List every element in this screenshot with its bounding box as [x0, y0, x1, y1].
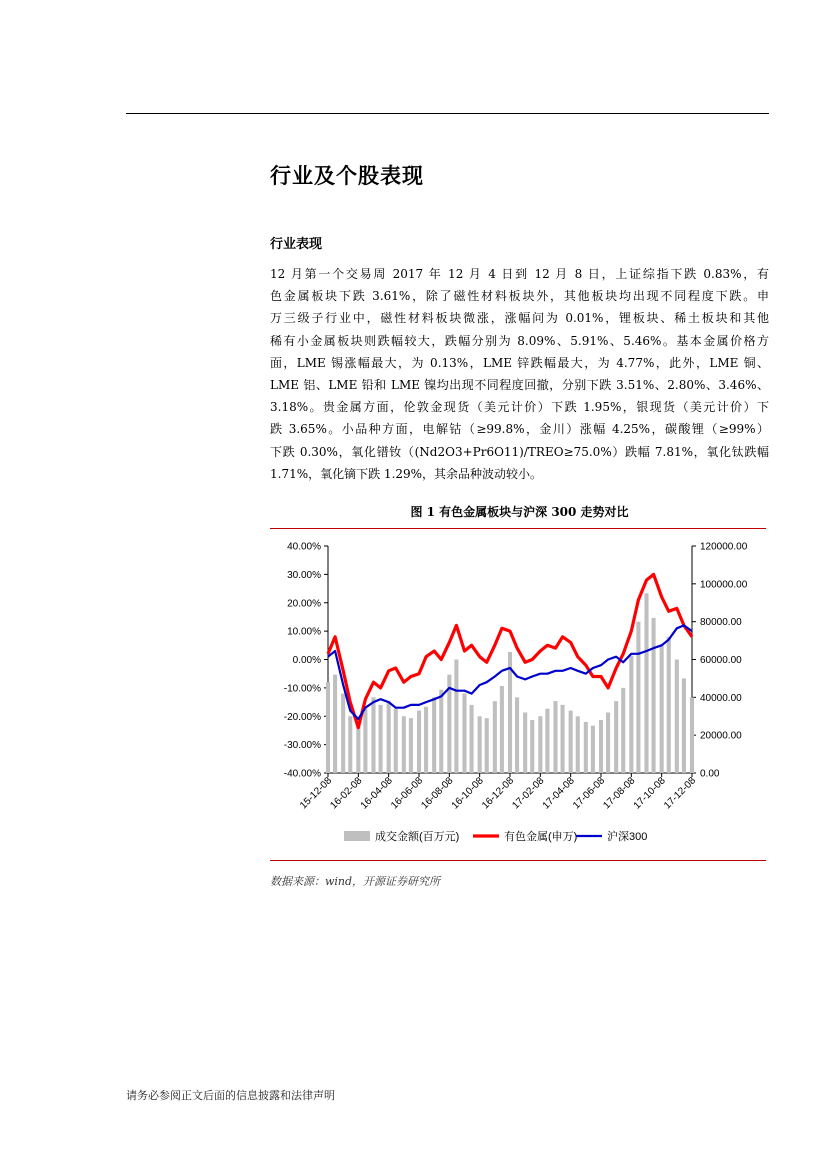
volume-bar — [478, 716, 482, 773]
volume-bar — [652, 618, 656, 773]
volume-bar — [591, 726, 595, 773]
volume-bar — [675, 660, 679, 774]
volume-bar — [667, 637, 671, 773]
y-right-tick-label: 20000.00 — [700, 730, 742, 742]
volume-bar — [538, 716, 542, 773]
volume-bar — [636, 622, 640, 773]
volume-bar — [515, 697, 519, 773]
paragraph-line: 3.18%。贵金属方面，伦敦金现货（美元计价）下跌 1.95%，银现货（美元计价）下 — [270, 400, 769, 415]
y-left-tick-label: -40.00% — [283, 768, 321, 780]
y-right-tick-label: 120000.00 — [700, 541, 748, 553]
volume-bar — [523, 712, 527, 773]
paragraph-line: 1.71%，氧化镝下跌 1.29%，其余品种波动较小。 — [270, 466, 543, 481]
volume-bar — [432, 697, 436, 773]
legend-swatch-volume — [344, 831, 370, 841]
x-tick-label: 15-12-08 — [298, 775, 335, 812]
header-rule — [126, 113, 769, 114]
paragraph-line: 色金属板块下跌 3.61%，除了磁性材料板块外，其他板块均出现不同程度下跌。申 — [270, 289, 769, 304]
legend-label: 成交金额(百万元) — [375, 831, 460, 843]
y-left-tick-label: -20.00% — [283, 711, 321, 723]
volume-bar — [584, 722, 588, 773]
volume-bar — [561, 705, 565, 773]
y-right-tick-label: 40000.00 — [700, 692, 742, 704]
volume-bar — [402, 716, 406, 773]
volume-bar — [599, 720, 603, 773]
volume-bar — [439, 690, 443, 773]
volume-bar — [387, 701, 391, 773]
x-tick-label: 16-10-08 — [449, 775, 486, 812]
y-left-tick-label: 20.00% — [287, 598, 321, 610]
volume-bar — [424, 707, 428, 773]
legend-label: 有色金属(申万) — [504, 831, 578, 843]
paragraph-line: LME 铝、LME 铅和 LME 镍均出现不同程度回撤，分别下跌 3.51%、2.80%、3.46%、 — [270, 378, 769, 393]
volume-bar — [553, 701, 557, 773]
y-left-tick-label: 10.00% — [287, 626, 321, 638]
x-tick-label: 17-08-08 — [601, 775, 638, 812]
y-right-tick-label: 80000.00 — [700, 617, 742, 629]
volume-bar — [500, 686, 504, 773]
volume-bar — [545, 709, 549, 773]
volume-bar — [485, 718, 489, 773]
volume-bar — [606, 712, 610, 773]
source-note: 数据来源：wind，开源证券研究所 — [270, 875, 441, 888]
volume-bar — [493, 701, 497, 773]
figure-bottom-rule — [270, 860, 766, 861]
y-left-tick-label: 0.00% — [292, 655, 321, 666]
paragraph-line: 跌 3.65%。小品种方面，电解钴（≥99.8%，金川）涨幅 4.25%，碳酸锂（≥99%） — [270, 422, 769, 437]
x-tick-label: 16-06-08 — [389, 775, 426, 812]
paragraph-line: 面，LME 锡涨幅最大，为 0.13%，LME 锌跌幅最大，为 4.77%，此外，LME 铜、 — [270, 355, 769, 370]
subsection-title: 行业表现 — [270, 237, 323, 252]
volume-bar — [569, 711, 573, 773]
body-paragraph — [270, 263, 769, 485]
volume-bar — [454, 660, 458, 774]
volume-bar — [629, 656, 633, 773]
y-left-tick-label: 40.00% — [287, 541, 321, 553]
volume-bar — [326, 682, 330, 773]
paragraph-line: 下跌 0.30%，氧化镨钕（(Nd2O3+Pr6O11)/TREO≥75.0%）跌幅 7.81%，氧化钛跌幅 — [270, 444, 769, 459]
footer-disclaimer: 请务必参阅正文后面的信息披露和法律声明 — [126, 1089, 335, 1102]
legend-label: 沪深300 — [607, 831, 648, 843]
x-tick-label: 17-10-08 — [631, 775, 668, 812]
volume-bar — [682, 678, 686, 773]
volume-bar — [530, 720, 534, 773]
figure-top-rule — [270, 528, 766, 529]
volume-bar — [576, 716, 580, 773]
volume-bar — [644, 593, 648, 773]
y-left-tick-label: 30.00% — [287, 569, 321, 581]
volume-bar — [379, 705, 383, 773]
x-tick-label: 17-02-08 — [510, 775, 547, 812]
volume-bar — [371, 697, 375, 773]
volume-bar — [621, 688, 625, 773]
volume-bar — [333, 675, 337, 773]
volume-bar — [470, 705, 474, 773]
y-right-tick-label: 100000.00 — [700, 579, 748, 591]
y-right-tick-label: 60000.00 — [700, 655, 742, 666]
volume-bar — [462, 694, 466, 773]
volume-bar — [341, 694, 345, 773]
y-right-tick-label: 0.00 — [700, 768, 720, 780]
x-tick-label: 17-04-08 — [540, 775, 577, 812]
x-tick-label: 17-12-08 — [662, 775, 699, 812]
x-tick-label: 17-06-08 — [571, 775, 608, 812]
volume-bar — [409, 718, 413, 773]
x-tick-label: 16-08-08 — [419, 775, 456, 812]
paragraph-line: 12 月第一个交易周 2017 年 12 月 4 日到 12 月 8 日，上证综指下跌 0.83%，有 — [270, 267, 769, 281]
y-left-tick-label: -10.00% — [283, 683, 321, 695]
volume-bar — [348, 716, 352, 773]
volume-bar — [394, 709, 398, 773]
x-tick-label: 16-04-08 — [358, 775, 395, 812]
paragraph-line: 万三级子行业中，磁性材料板块微涨，涨幅问为 0.01%，锂板块、稀土板块和其他 — [270, 311, 769, 326]
volume-bar — [690, 697, 694, 773]
volume-bar — [363, 709, 367, 773]
volume-bar — [660, 644, 664, 773]
paragraph-line: 稀有小金属板块则跌幅较大，跌幅分别为 8.09%、5.91%、5.46%。基本金属价格方 — [270, 333, 769, 348]
trend-comparison-chart — [270, 531, 766, 859]
volume-bar — [614, 701, 618, 773]
y-left-tick-label: -30.00% — [283, 740, 321, 752]
section-title: 行业及个股表现 — [270, 163, 424, 188]
x-tick-label: 16-02-08 — [328, 775, 365, 812]
figure-title: 图 1 有色金属板块与沪深 300 走势对比 — [410, 505, 629, 519]
volume-bar — [417, 711, 421, 773]
x-tick-label: 16-12-08 — [480, 775, 517, 812]
